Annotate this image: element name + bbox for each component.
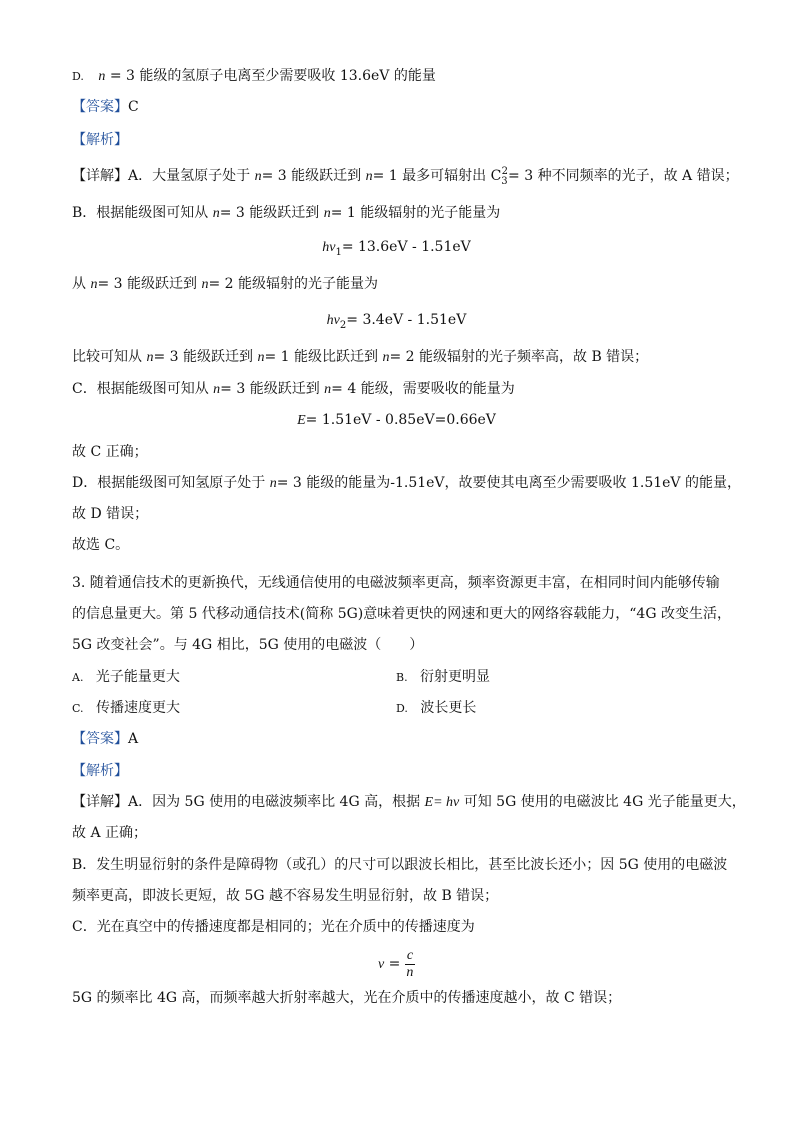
eq-e: E [297, 413, 306, 428]
line-text: D．根据能级图可知氢原子处于 [72, 475, 266, 491]
eq-h-nu: hν [326, 313, 340, 328]
var-n: n [257, 350, 265, 365]
equation-v [0, 946, 793, 983]
q3-option-d [396, 698, 476, 719]
q2-option-d [72, 66, 436, 87]
answer-value: A [128, 731, 139, 747]
q3-line-b-1: B．发生明显衍射的条件是障碍物（或孔）的尺寸可以跟波长相比，甚至比波长还小；因 5G 使用的电磁波 [72, 857, 728, 873]
combination-sup: 2 [501, 166, 509, 178]
detail-label: 【详解】 [72, 794, 128, 810]
eq-rest: = 1.51eV - 0.85eV=0.66eV [305, 412, 496, 428]
option-text: 传播速度更大 [95, 700, 180, 716]
detail-text: 可知 5G 使用的电磁波比 4G 光子能量更大， [463, 794, 746, 810]
equation-3 [0, 410, 793, 431]
eq-equals: = [388, 956, 401, 972]
eq-h-nu: hν [322, 240, 336, 255]
var-n: n [201, 277, 209, 292]
answer-value: C [128, 99, 139, 115]
var-n: n [98, 69, 106, 84]
eq-sub: 1 [335, 246, 342, 258]
q2-line-b2 [72, 274, 378, 295]
option-letter: B. [396, 671, 408, 684]
line-text: = 3 能级的能量为-1.51eV，故要使其电离至少需要吸收 1.51eV 的能量， [276, 475, 741, 491]
option-letter: A. [72, 671, 84, 684]
fraction [405, 948, 415, 981]
fraction-numerator: c [406, 947, 414, 963]
q3-option-c [72, 698, 180, 719]
option-d-text: = 3 能级的氢原子电离至少需要吸收 13.6eV 的能量 [109, 68, 436, 84]
line-text: B．根据能级图可知从 [72, 205, 209, 221]
line-text: = 3 能级跃迁到 [97, 276, 197, 292]
var-n: n [323, 206, 331, 221]
option-text: 波长更长 [420, 700, 477, 716]
q2-line-d-err: 故 D 错误； [72, 506, 149, 522]
q3-line-c-2: 5G 的频率比 4G 高，而频率越大折射率越大，光在介质中的传播速度越小，故 C 错误； [72, 990, 622, 1006]
line-text: = 4 能级，需要吸收的能量为 [331, 381, 515, 397]
combination-sub: 3 [501, 175, 508, 187]
detail-label: 【详解】 [72, 168, 128, 184]
q2-answer [72, 97, 139, 117]
q2-line-choose: 故选 C。 [72, 537, 130, 553]
answer-label: 【答案】 [72, 99, 128, 115]
q3-option-b [396, 667, 490, 688]
q3-line-c-1: C．光在真空中的传播速度都是相同的；光在介质中的传播速度为 [72, 919, 475, 935]
eq-h-nu: = hν [433, 795, 460, 810]
q2-line-d [72, 473, 741, 494]
line-text: = 1 能级比跃迁到 [264, 349, 378, 365]
q3-stem-line-3: 5G 改变社会”。与 4G 相比，5G 使用的电磁波（ ） [72, 637, 424, 653]
var-n: n [324, 382, 332, 397]
line-text: = 3 能级跃迁到 [219, 205, 320, 221]
equation-2 [0, 310, 793, 331]
var-n: n [213, 382, 221, 397]
eq-e: E [424, 795, 434, 810]
option-text: 光子能量更大 [95, 669, 180, 685]
line-text: C．根据能级图可知从 [72, 381, 209, 397]
eq-rest: = 3.4eV - 1.51eV [346, 312, 467, 328]
eq-v: v [377, 957, 385, 972]
eq-sub: 2 [339, 319, 347, 331]
var-n: n [254, 169, 262, 184]
q3-line-b-2: 频率更高，即波长更短，故 5G 越不容易发生明显衍射，故 B 错误； [72, 888, 499, 904]
q3-stem-line-2: 的信息量更大。第 5 代移动通信技术(简称 5G)意味着更快的网速和更大的网络容载能力，“4G 改变生活， [72, 606, 731, 622]
detail-text: = 3 能级跃迁到 [261, 168, 362, 184]
q2-detail-a [72, 166, 739, 187]
option-text: 衍射更明显 [420, 669, 491, 685]
var-n: n [146, 350, 154, 365]
equation-1 [0, 237, 793, 258]
line-text: 比较可知从 [72, 349, 142, 365]
var-n: n [90, 277, 98, 292]
line-text: = 2 能级辐射的光子频率高，故 B 错误； [389, 349, 649, 365]
q2-line-b [72, 203, 500, 224]
q3-stem-line-1: 3. 随着通信技术的更新换代，无线通信使用的电磁波频率更高，频率资源更丰富，在相同时间内能够传输 [72, 575, 720, 591]
detail-text: A．因为 5G 使用的电磁波频率比 4G 高，根据 [128, 794, 421, 810]
detail-text: = 3 种不同频率的光子，故 A 错误； [508, 168, 739, 184]
fraction-denominator: n [406, 964, 414, 980]
answer-label: 【答案】 [72, 731, 128, 747]
line-text: = 2 能级辐射的光子能量为 [208, 276, 378, 292]
option-letter: D. [396, 702, 408, 715]
q2-line-c [72, 379, 515, 400]
line-text: 从 [72, 276, 86, 292]
option-d-letter: D. [72, 70, 84, 83]
eq-rest: = 13.6eV - 1.51eV [341, 239, 471, 255]
var-n: n [365, 169, 373, 184]
var-n: n [212, 206, 220, 221]
option-letter: C. [72, 702, 84, 715]
q3-detail-a [72, 792, 746, 813]
q2-line-compare [72, 347, 648, 368]
q3-answer [72, 729, 138, 749]
line-text: = 3 能级跃迁到 [153, 349, 253, 365]
q3-detail-a-ok: 故 A 正确； [72, 825, 148, 841]
detail-text: A．大量氢原子处于 [128, 168, 251, 184]
q2-analysis-label: 【解析】 [72, 132, 128, 148]
detail-text: = 1 最多可辐射出 C [372, 168, 502, 184]
var-n: n [382, 350, 390, 365]
line-text: = 3 能级跃迁到 [220, 381, 320, 397]
var-n: n [269, 476, 277, 491]
q2-line-c-ok: 故 C 正确； [72, 444, 148, 460]
q3-analysis-label: 【解析】 [72, 763, 128, 779]
q3-option-a [72, 667, 180, 688]
line-text: = 1 能级辐射的光子能量为 [330, 205, 501, 221]
